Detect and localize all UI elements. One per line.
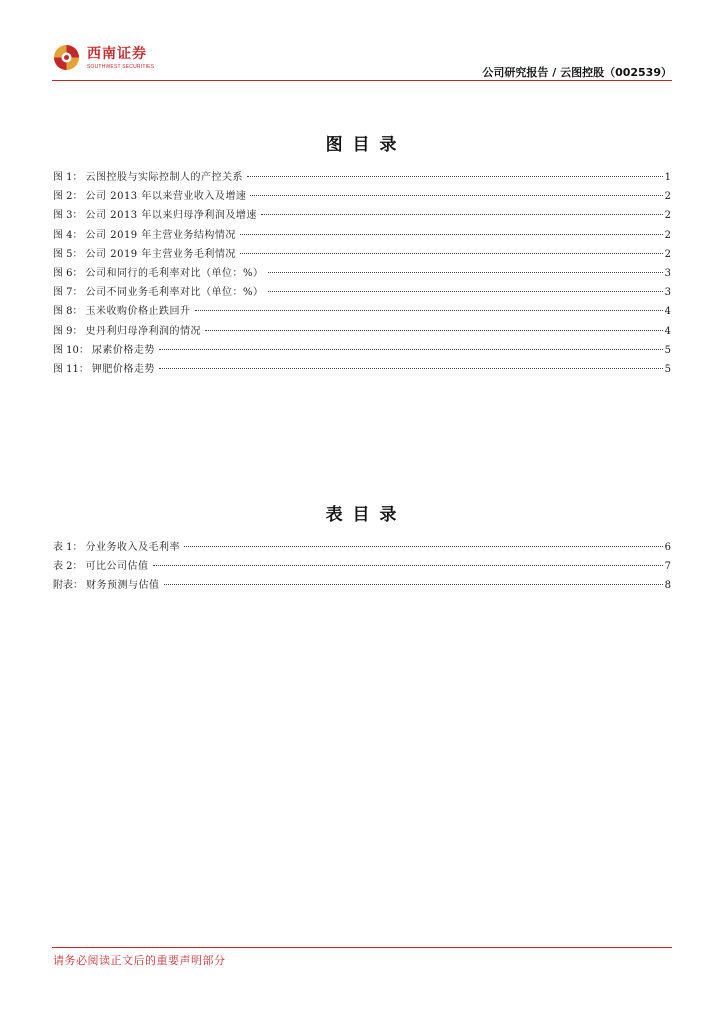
toc-entry-title: 史丹利归母净利润的情况 [85,325,202,337]
toc-entry-page-number: 8 [664,580,671,592]
logo-mark-icon [53,44,80,71]
toc-dot-leader [268,271,663,273]
toc-entry-colon: ： [72,325,83,337]
toc-entry-title: 公司 2013 年以来归母净利润及增速 [85,210,257,222]
toc-entry-title: 分业务收入及毛利率 [85,542,181,553]
toc-entry-page-number: 2 [664,229,671,241]
tables-toc-list [53,538,671,596]
toc-entry-colon: ： [72,191,83,203]
logo-english-name: SOUTHWEST SECURITIES [87,64,155,70]
toc-entry-label: 图 9 [53,325,73,337]
toc-entry-colon: ： [72,229,83,241]
toc-entry-page-number: 3 [664,267,671,279]
toc-dot-leader [261,213,663,215]
toc-entry-label: 图 7 [53,287,73,299]
toc-entry-page-number: 2 [664,191,671,203]
figures-toc-list [53,168,671,379]
toc-entry[interactable] [53,360,671,379]
tables-toc-title: 表 目 录 [325,505,399,525]
toc-entry-label: 图 4 [53,229,73,241]
toc-dot-leader [240,233,663,235]
toc-entry-label: 图 11 [53,363,79,375]
logo-chinese-name: 西南证券 [87,46,147,62]
toc-entry-label: 图 8 [53,306,73,318]
toc-entry-page-number: 1 [664,172,671,183]
footer-disclaimer: 请务必阅读正文后的重要声明部分 [53,954,226,967]
figures-toc-title: 图 目 录 [325,135,399,155]
toc-entry[interactable] [53,322,671,341]
toc-entry[interactable] [53,245,671,264]
toc-entry-colon: ： [72,306,83,318]
toc-entry-label: 图 10 [53,344,79,356]
toc-entry-title: 尿素价格走势 [91,344,155,356]
toc-entry[interactable] [53,264,671,283]
toc-entry-title: 云图控股与实际控制人的产控关系 [85,172,244,183]
toc-entry-page-number: 3 [664,287,671,299]
toc-entry-colon: ： [72,561,83,573]
toc-entry-title: 公司和同行的毛利率对比（单位：%） [85,267,264,279]
toc-dot-leader [247,175,663,177]
toc-dot-leader [195,309,663,311]
header-divider [52,80,672,81]
toc-entry[interactable] [53,302,671,321]
toc-entry-colon: ： [73,580,83,592]
toc-entry[interactable] [53,576,671,595]
company-logo [53,42,163,74]
toc-entry-page-number: 6 [664,542,671,553]
toc-entry-title: 钾肥价格走势 [91,363,155,375]
toc-dot-leader [153,564,663,566]
toc-dot-leader [164,583,663,585]
toc-entry-label: 图 6 [53,267,73,279]
toc-dot-leader [184,545,663,547]
toc-dot-leader [240,252,663,254]
toc-entry-page-number: 5 [664,363,671,375]
toc-entry-colon: ： [78,363,89,375]
toc-entry-title: 财务预测与估值 [86,580,160,592]
toc-entry-label: 表 1 [53,542,73,553]
toc-entry[interactable] [53,341,671,360]
toc-dot-leader [159,367,663,369]
toc-dot-leader [205,329,663,331]
toc-entry-page-number: 2 [664,210,671,222]
toc-dot-leader [250,194,662,196]
toc-entry-page-number: 2 [664,248,671,260]
footer-divider [52,947,672,948]
toc-dot-leader [268,290,663,292]
toc-entry-title: 玉米收购价格止跌回升 [85,306,191,318]
toc-entry-title: 公司 2019 年主营业务毛利情况 [85,248,236,260]
report-header-title: 公司研究报告 / 云图控股（002539） [482,66,672,79]
toc-entry-colon: ： [72,287,83,299]
toc-entry-page-number: 4 [664,325,671,337]
toc-entry-label: 图 2 [53,191,73,203]
toc-entry-colon: ： [78,344,89,356]
toc-entry-page-number: 5 [664,344,671,356]
toc-entry[interactable] [53,226,671,245]
toc-entry-page-number: 4 [664,306,671,318]
toc-entry[interactable] [53,187,671,206]
toc-entry[interactable] [53,206,671,225]
toc-entry-page-number: 7 [664,561,671,573]
toc-entry-title: 公司不同业务毛利率对比（单位：%） [85,287,264,299]
toc-dot-leader [159,348,663,350]
toc-entry-colon: ： [72,172,83,183]
toc-entry-title: 可比公司估值 [85,561,149,573]
toc-entry-colon: ： [72,267,83,279]
toc-entry-colon: ： [72,542,83,553]
toc-entry-label: 表 2 [53,561,73,573]
toc-entry[interactable] [53,538,671,557]
toc-entry[interactable] [53,557,671,576]
toc-entry-label: 附表 [53,580,73,592]
toc-entry-title: 公司 2013 年以来营业收入及增速 [85,191,247,203]
toc-entry-colon: ： [72,248,83,260]
toc-entry[interactable] [53,283,671,302]
toc-entry[interactable] [53,168,671,187]
toc-entry-label: 图 1 [53,172,73,183]
toc-entry-colon: ： [72,210,83,222]
toc-entry-label: 图 3 [53,210,73,222]
toc-entry-title: 公司 2019 年主营业务结构情况 [85,229,236,241]
toc-entry-label: 图 5 [53,248,73,260]
